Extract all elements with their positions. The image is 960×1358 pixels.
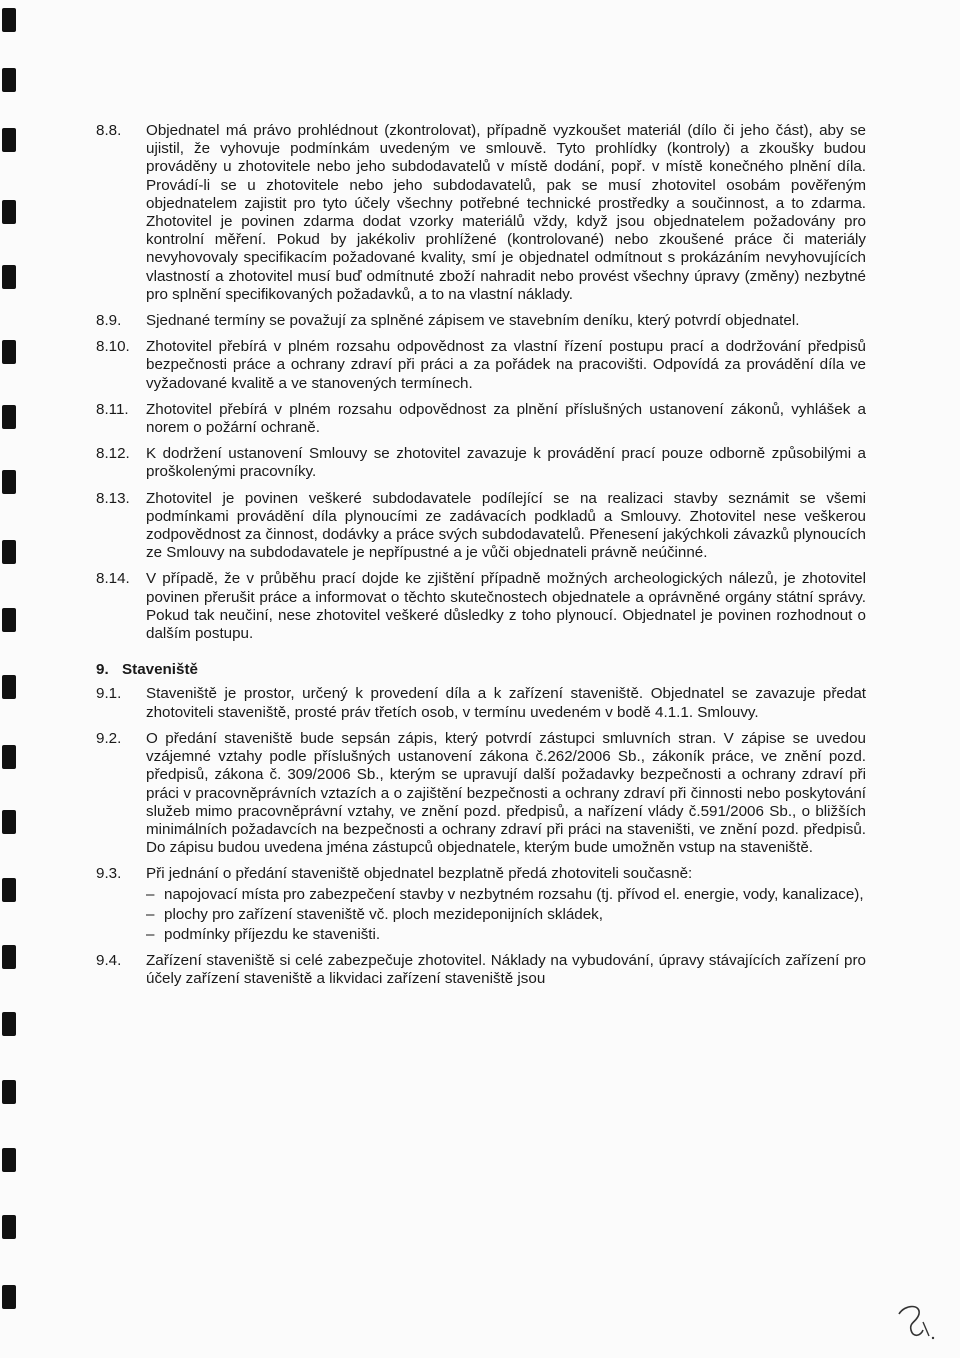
paragraph-8-13 — [96, 490, 866, 563]
paragraph-text: Staveniště je prostor, určený k provedení díla a k zařízení staveniště. Objednatel se zavazuje předat zhotoviteli staveniště, prosté práv třetích osob, v termínu uvedeném v bodě 4.1.1. Smlouvy. — [146, 685, 866, 721]
binding-holes — [0, 0, 20, 1358]
list-item-text: plochy pro zařízení staveniště vč. ploch mezideponijních skládek, — [164, 905, 603, 923]
list-item — [146, 886, 866, 904]
paragraph-8-10 — [96, 338, 866, 393]
paragraph-text: Zhotovitel je povinen veškeré subdodavatele podílející se na realizaci stavby seznámit se všemi podmínkami provádění díla plynoucími ze zadávacích podkladů a Smlouvy. Zhotovitel nese veškerou zodpovědnost za činnost, dodávky a práce svých subdodavatelů. Přenesení jakýchkoli závazků plynoucích ze Smlouvy na subdodavatele je nepřípustné a je vůči objednateli právně neúčinné. — [146, 489, 866, 562]
section-heading — [96, 661, 866, 679]
paragraph-text: K dodržení ustanovení Smlouvy se zhotovitel zavazuje k provádění prací pouze odborně způsobilými a proškolenými pracovníky. — [146, 445, 866, 481]
binding-hole — [2, 128, 16, 152]
paragraph-9-4 — [96, 952, 866, 988]
paragraph-8-9 — [96, 312, 866, 330]
binding-hole — [2, 68, 16, 92]
binding-hole — [2, 745, 16, 769]
paragraph-body — [146, 865, 866, 944]
paragraph-8-11 — [96, 401, 866, 437]
binding-hole — [2, 608, 16, 632]
paragraph-9-2 — [96, 730, 866, 857]
list-item-text: napojovací místa pro zabezpečení stavby v nezbytném rozsahu (tj. přívod el. energie, vody, kanalizace), — [164, 885, 864, 903]
paragraph-number: 8.9. — [96, 312, 122, 330]
paragraph-text: O předání staveniště bude sepsán zápis, který potvrdí zástupci smluvních stran. V zápise se uvedou vzájemné vztahy podle příslušných ustanovení zákona č.262/2006 Sb., zákoník práce, ve znění pozd. předpisů, zákona č. 309/2006 Sb., kterým se upravují další požadavky bezpečnosti a ochrany zdraví při práci v pracovněprávních vztazích a o zajištění bezpečnosti a ochrany zdraví při činnosti nebo poskytování služeb mimo pracovněprávní vztahy, ve znění pozd. předpisů, a nařízení vlády č.591/2006 Sb., o bližších minimálních požadavcích na bezpečnosti a ochrany zdraví při práci na staveništi, ve znění pozd. předpisů. Do zápisu budou uvedena jména zástupců objednatele, kterým bude umožněn vstup na staveniště. — [146, 729, 866, 857]
section-number: 9. — [96, 661, 109, 679]
binding-hole — [2, 200, 16, 224]
binding-hole — [2, 1080, 16, 1104]
section-title: Staveniště — [122, 661, 198, 679]
binding-hole — [2, 945, 16, 969]
list-item — [146, 926, 866, 944]
paragraph-number: 9.3. — [96, 865, 122, 883]
paragraph-text: Objednatel má právo prohlédnout (zkontrolovat), případně vyzkoušet materiál (dílo či jeho část), aby se ujistil, že vyhovuje podmínkám uvedeným ve smlouvě. Tyto prohlídky (kontroly) a zkoušky budou prováděny u zhotovitele nebo jeho subdodavatelů v místě dodání, popř. v místě konečného plnění díla. Provádí-li se u zhotovitele nebo jeho subdodavatelů, pak se musí zhotovitel osobám pověřeným objednatelem zajistit pro tyto účely všechny potřebné technické prostředky a součinnost, a to zdarma. Zhotovitel je povinen zdarma dodat vzorky materiálů vždy, když jsou objednatelem požadovány pro kontrolní měření. Pokud by jakékoliv prohlížené (kontrolované) nebo zkoušené práce či materiály nevyhovovaly specifikacím požadované kvality, smí je objednatel odmítnout s prokázáním nevyhovujících vlastností a zhotovitel musí buď odmítnuté zboží nahradit nebo provést všechny úpravy (změny) nezbytné pro splnění specifikovaných požadavků, a to na vlastní náklady. — [146, 122, 866, 303]
binding-hole — [2, 1215, 16, 1239]
paragraph-number: 8.13. — [96, 489, 130, 507]
paragraph-8-14 — [96, 570, 866, 643]
dash-marker: – — [146, 925, 155, 943]
paragraph-number: 8.12. — [96, 445, 130, 463]
paragraph-text: Zařízení staveniště si celé zabezpečuje zhotovitel. Náklady na vybudování, úpravy stávajících zařízení pro účely zařízení staveniště a likvidaci zařízení staveniště jsou — [146, 952, 866, 988]
list-item-text: podmínky příjezdu ke staveništi. — [164, 925, 381, 943]
binding-hole — [2, 8, 16, 32]
binding-hole — [2, 878, 16, 902]
binding-hole — [2, 470, 16, 494]
paragraph-9-1 — [96, 685, 866, 721]
binding-hole — [2, 540, 16, 564]
paragraph-text: Zhotovitel přebírá v plném rozsahu odpovědnost za vlastní řízení postupu prací a dodržování předpisů bezpečnosti práce a ochrany zdraví při práci a za pořádek na pracovišti. Odpovídá za provádění díla ve vyžadované kvalitě a ve stanovených termínech. — [146, 338, 866, 392]
paragraph-text: Zhotovitel přebírá v plném rozsahu odpovědnost za plnění příslušných ustanovení zákonů, vyhlášek a norem o požární ochraně. — [146, 400, 866, 437]
paragraph-8-8 — [96, 122, 866, 304]
initials-signature — [893, 1300, 937, 1344]
document-body — [96, 122, 866, 997]
binding-hole — [2, 265, 16, 289]
paragraph-text: V případě, že v průběhu prací dojde ke zjištění případně možných archeologických nálezů, je zhotovitel povinen přerušit práce a informovat o těchto skutečnostech objednatele a oprávněné orgány státní správy. Pokud tak neučiní, nese zhotovitel veškeré důsledky z toho plynoucí. Objednatel je povinen rozhodnout o dalším postupu. — [146, 570, 866, 643]
bullet-list — [146, 886, 866, 945]
binding-hole — [2, 1012, 16, 1036]
binding-hole — [2, 675, 16, 699]
paragraph-8-12 — [96, 445, 866, 481]
paragraph-number: 8.8. — [96, 122, 122, 139]
paragraph-text: Při jednání o předání staveniště objednatel bezplatně předá zhotoviteli současně: — [146, 865, 693, 883]
dash-marker: – — [146, 905, 155, 923]
binding-hole — [2, 1285, 16, 1309]
paragraph-number: 9.1. — [96, 685, 122, 703]
paragraph-9-3 — [96, 865, 866, 944]
paragraph-number: 9.4. — [96, 952, 122, 970]
paragraph-text: Sjednané termíny se považují za splněné zápisem ve stavebním deníku, který potvrdí objednatel. — [146, 312, 800, 330]
paragraph-number: 9.2. — [96, 729, 122, 747]
binding-hole — [2, 405, 16, 429]
list-item — [146, 906, 866, 924]
binding-hole — [2, 1148, 16, 1172]
dash-marker: – — [146, 885, 155, 903]
paragraph-number: 8.14. — [96, 570, 130, 588]
paragraph-number: 8.11. — [96, 400, 129, 418]
binding-hole — [2, 340, 16, 364]
paragraph-number: 8.10. — [96, 338, 130, 356]
binding-hole — [2, 810, 16, 834]
